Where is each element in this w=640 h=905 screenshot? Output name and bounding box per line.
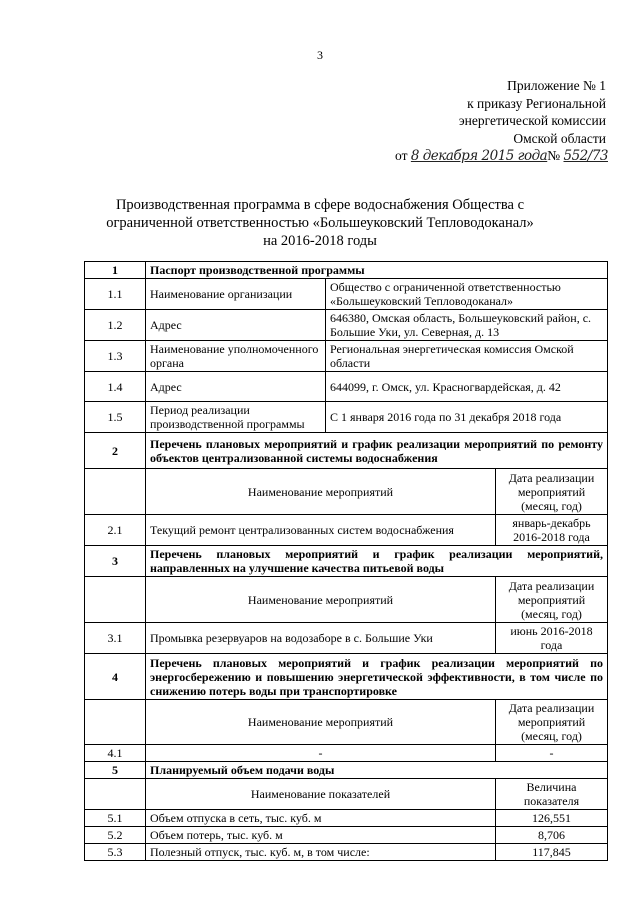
event-date: - bbox=[496, 745, 608, 762]
table-row bbox=[85, 372, 608, 402]
date-prefix: от bbox=[395, 148, 408, 163]
row-value: С 1 января 2016 года по 31 декабря 2018 года bbox=[326, 402, 608, 433]
title-line-3: на 2016-2018 годы bbox=[263, 233, 377, 249]
row-number: 3.1 bbox=[85, 623, 146, 654]
section-4-header bbox=[85, 654, 608, 700]
row-label: Наименование организации bbox=[146, 279, 326, 310]
appendix-line-4: Омской области bbox=[513, 130, 606, 146]
row-number: 5.2 bbox=[85, 827, 146, 844]
table-row bbox=[85, 402, 608, 433]
column-header-name: Наименование мероприятий bbox=[146, 469, 496, 515]
row-number: 2.1 bbox=[85, 515, 146, 546]
empty-cell bbox=[85, 469, 146, 515]
section-heading: Паспорт производственной программы bbox=[146, 262, 608, 279]
table-row bbox=[85, 341, 608, 372]
section-number: 3 bbox=[85, 546, 146, 577]
row-value: Региональная энергетическая комиссия Омской области bbox=[326, 341, 608, 372]
appendix-line-2: к приказу Региональной bbox=[467, 95, 606, 111]
handwritten-number: 552/73 bbox=[563, 148, 608, 164]
number-prefix: № bbox=[547, 148, 561, 163]
section-2-header bbox=[85, 433, 608, 469]
table-row bbox=[85, 279, 608, 310]
table-row bbox=[85, 810, 608, 827]
row-label: Адрес bbox=[146, 372, 326, 402]
empty-cell bbox=[85, 577, 146, 623]
row-number: 5.1 bbox=[85, 810, 146, 827]
row-number: 4.1 bbox=[85, 745, 146, 762]
column-header-row bbox=[85, 469, 608, 515]
order-date-line bbox=[395, 148, 608, 164]
table-row bbox=[85, 827, 608, 844]
row-label: Адрес bbox=[146, 310, 326, 341]
column-header-date: Дата реализации мероприятий (месяц, год) bbox=[496, 469, 608, 515]
table-row bbox=[85, 844, 608, 861]
event-name: Текущий ремонт централизованных систем водоснабжения bbox=[146, 515, 496, 546]
column-header-row bbox=[85, 577, 608, 623]
row-number: 1.5 bbox=[85, 402, 146, 433]
section-5-header bbox=[85, 762, 608, 779]
table-row bbox=[85, 515, 608, 546]
section-heading: Перечень плановых мероприятий и график реализации мероприятий, направленных на улучшение качества питьевой воды bbox=[146, 546, 608, 577]
document-title bbox=[80, 196, 560, 250]
handwritten-date: 8 декабря 2015 года bbox=[410, 148, 548, 164]
row-label: Период реализации производственной программы bbox=[146, 402, 326, 433]
column-header-date: Дата реализации мероприятий (месяц, год) bbox=[496, 700, 608, 745]
program-table bbox=[84, 261, 608, 861]
event-name: - bbox=[146, 745, 496, 762]
row-number: 1.3 bbox=[85, 341, 146, 372]
row-number: 5.3 bbox=[85, 844, 146, 861]
row-number: 1.1 bbox=[85, 279, 146, 310]
column-header-name: Наименование показателей bbox=[146, 779, 496, 810]
title-line-2: ограниченной ответственностью «Большеуковский Тепловодоканал» bbox=[106, 215, 534, 231]
section-3-header bbox=[85, 546, 608, 577]
section-number: 4 bbox=[85, 654, 146, 700]
indicator-value: 126,551 bbox=[496, 810, 608, 827]
indicator-name: Полезный отпуск, тыс. куб. м, в том числе: bbox=[146, 844, 496, 861]
row-number: 1.2 bbox=[85, 310, 146, 341]
indicator-value: 8,706 bbox=[496, 827, 608, 844]
row-number: 1.4 bbox=[85, 372, 146, 402]
column-header-name: Наименование мероприятий bbox=[146, 577, 496, 623]
appendix-header bbox=[366, 77, 606, 147]
section-1-header bbox=[85, 262, 608, 279]
section-heading: Перечень плановых мероприятий и график реализации мероприятий по ремонту объектов централизованной системы водоснабжения bbox=[146, 433, 608, 469]
row-value: 646380, Омская область, Большеуковский район, с. Большие Уки, ул. Северная, д. 13 bbox=[326, 310, 608, 341]
event-date: январь-декабрь 2016-2018 года bbox=[496, 515, 608, 546]
column-header-row bbox=[85, 700, 608, 745]
page-number: 3 bbox=[317, 48, 323, 62]
section-number: 5 bbox=[85, 762, 146, 779]
empty-cell bbox=[85, 700, 146, 745]
indicator-name: Объем потерь, тыс. куб. м bbox=[146, 827, 496, 844]
indicator-value: 117,845 bbox=[496, 844, 608, 861]
event-name: Промывка резервуаров на водозаборе в с. Большие Уки bbox=[146, 623, 496, 654]
column-header-date: Дата реализации мероприятий (месяц, год) bbox=[496, 577, 608, 623]
empty-cell bbox=[85, 779, 146, 810]
column-header-name: Наименование мероприятий bbox=[146, 700, 496, 745]
appendix-line-1: Приложение № 1 bbox=[507, 78, 606, 93]
row-value: 644099, г. Омск, ул. Красногвардейская, д. 42 bbox=[326, 372, 608, 402]
table-row bbox=[85, 623, 608, 654]
title-line-1: Производственная программа в сфере водоснабжения Общества с bbox=[115, 197, 525, 213]
row-value: Общество с ограниченной ответственностью «Большеуковский Тепловодоканал» bbox=[326, 279, 608, 310]
section-heading: Планируемый объем подачи воды bbox=[146, 762, 608, 779]
section-number: 1 bbox=[85, 262, 146, 279]
column-header-value: Величина показателя bbox=[496, 779, 608, 810]
section-number: 2 bbox=[85, 433, 146, 469]
column-header-row bbox=[85, 779, 608, 810]
section-heading: Перечень плановых мероприятий и график реализации мероприятий по энергосбережению и повышению энергетической эффективности, в том числе по снижению потерь воды при транспортировке bbox=[146, 654, 608, 700]
row-label: Наименование уполномоченного органа bbox=[146, 341, 326, 372]
indicator-name: Объем отпуска в сеть, тыс. куб. м bbox=[146, 810, 496, 827]
event-date: июнь 2016-2018 года bbox=[496, 623, 608, 654]
table-row bbox=[85, 310, 608, 341]
table-row bbox=[85, 745, 608, 762]
appendix-line-3: энергетической комиссии bbox=[458, 113, 606, 128]
